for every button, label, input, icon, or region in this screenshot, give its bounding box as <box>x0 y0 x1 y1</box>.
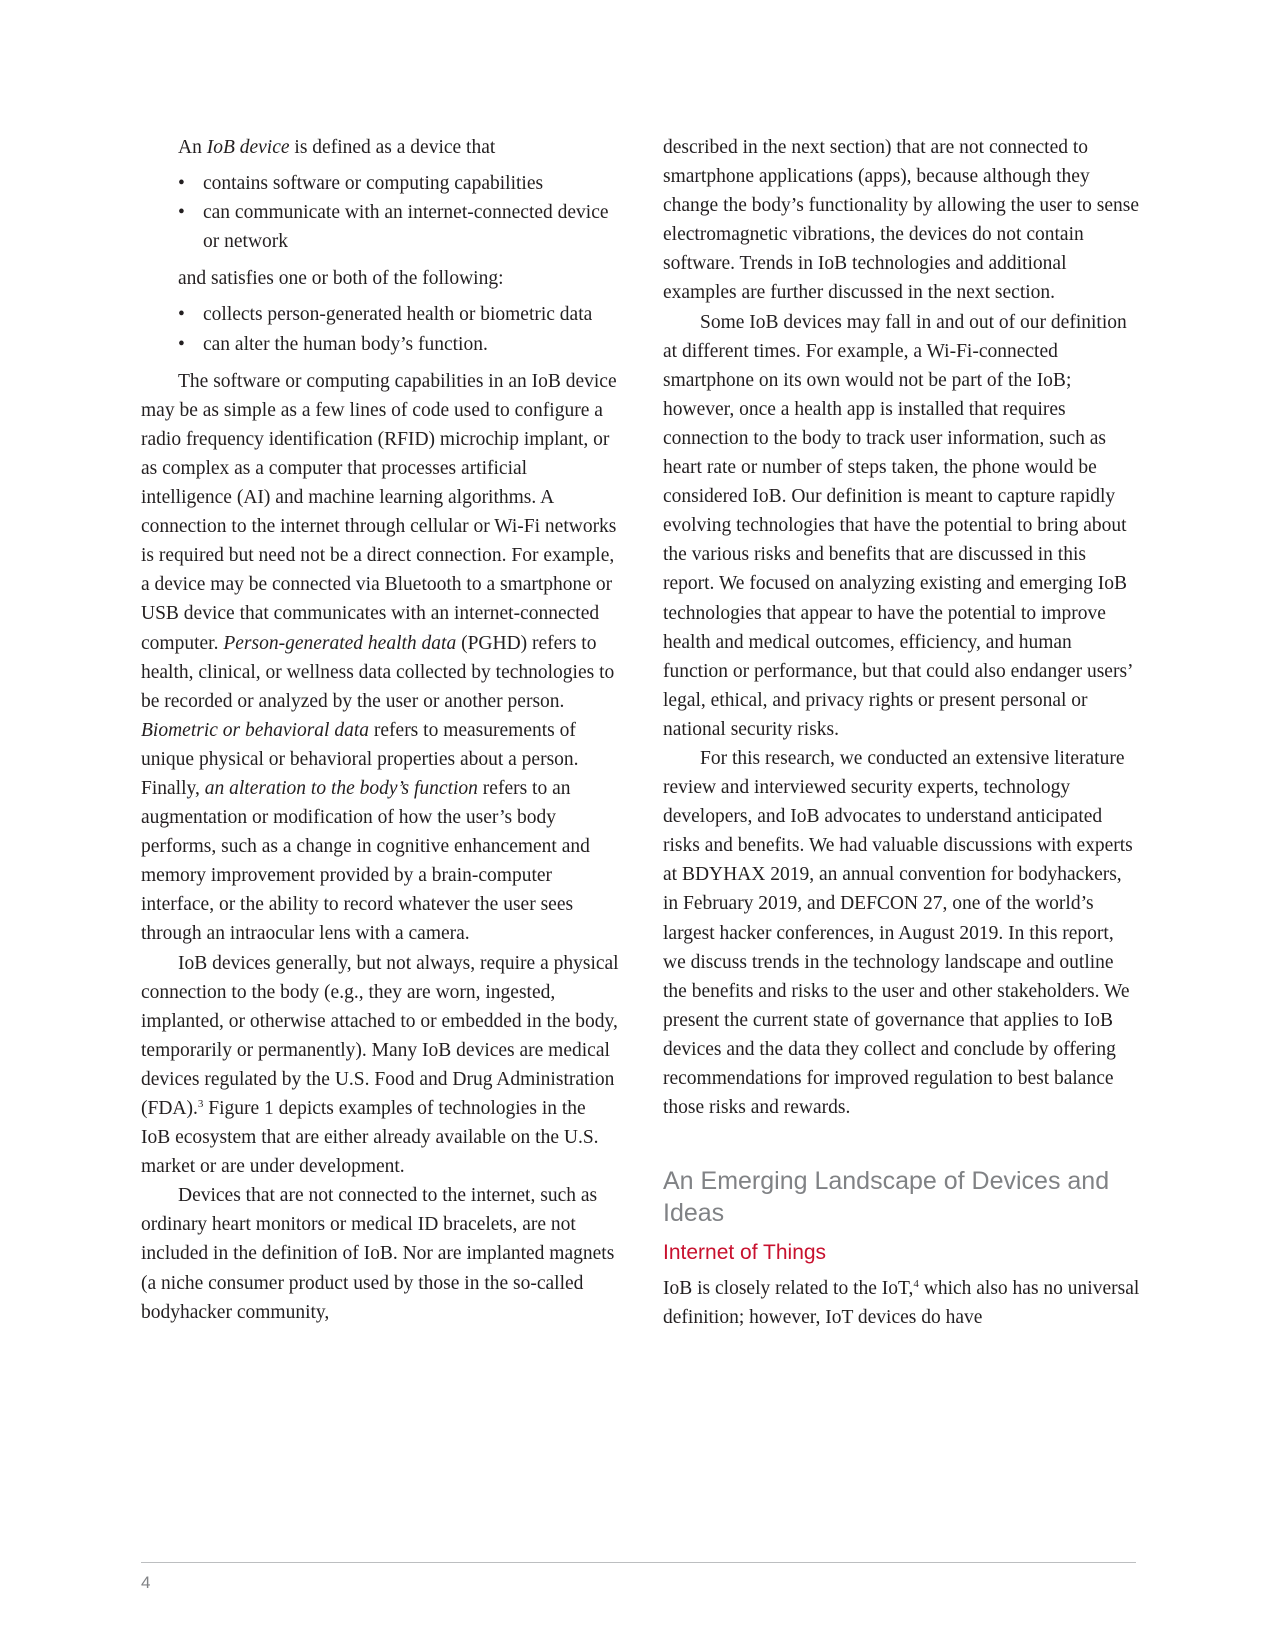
text-run: IoB devices generally, but not always, require a physical connection to the body (e.g., they are worn, ingested, implanted, or otherwise attached to or embedded in the body, temporarily or permanently). Many IoB devices are medical devices regulated by the U.S. Food and Drug Administration (FDA). <box>141 952 619 1119</box>
footnote-marker[interactable]: 4 <box>913 1278 919 1291</box>
list-item: • can communicate with an internet-connected device or network <box>203 198 619 256</box>
paragraph-not-connected: Devices that are not connected to the internet, such as ordinary heart monitors or medical ID bracelets, are not included in the definition of IoB. Nor are implanted magnets (a niche consumer product used by those in the so-called bodyhacker community, <box>141 1185 615 1323</box>
text-run: refers to an augmentation or modification of how the user’s body performs, such as a change in cognitive enhancement and memory improvement provided by a brain-computer interface, or the ability to record whatever the user sees through an intraocular lens with a camera. <box>141 777 590 945</box>
text-run: The software or computing capabilities in an IoB device may be as simple as a few lines of code used to configure a radio frequency identification (RFID) microchip implant, or as complex as a computer that processes artificial intelligence (AI) and machine learning algorithms. A connection to the internet through cellular or Wi-Fi networks is required but need not be a direct connection. For example, a device may be connected via Bluetooth to a smartphone or USB device that communicates with an internet-connected computer. <box>141 370 617 654</box>
defined-term: Biometric or behavioral data <box>141 719 370 741</box>
paragraph-software-capabilities <box>141 367 619 949</box>
list-item: • can alter the human body’s function. <box>203 330 619 359</box>
paragraph-iot <box>663 1274 1141 1332</box>
footnote-marker[interactable]: 3 <box>197 1098 204 1110</box>
paragraph-physical-connection <box>141 949 619 1182</box>
conditions-list <box>141 300 619 358</box>
page-number: 4 <box>141 1573 151 1592</box>
text-run: refers to measurements of unique physical or behavioral properties about a person. Finally, <box>141 719 579 799</box>
conditions-intro: and satisfies one or both of the following: <box>178 268 504 290</box>
text-run: An <box>178 137 207 158</box>
iob-definition-intro <box>141 133 619 162</box>
text-run: Figure 1 depicts examples of technologies in the IoB ecosystem that are either already available on the U.S. market or are under development. <box>141 1098 599 1178</box>
paragraph-definition-scope: Some IoB devices may fall in and out of our definition at different times. For example, a Wi-Fi-connected smartphone on its own would not be part of the IoB; however, once a health app is installed that requires connection to the body to track user information, such as heart rate or number of steps taken, the phone would be considered IoB. Our definition is meant to capture rapidly evolving technologies that have the potential to bring about the various risks and benefits that are discussed in this report. We focused on analyzing existing and emerging IoB technologies that appear to have the potential to improve health and medical outcomes, efficiency, and human function or performance, but that could also endanger users’ legal, ethical, and privacy rights or present personal or national security risks. <box>663 311 1133 740</box>
subsection-heading: Internet of Things <box>663 1241 827 1265</box>
paragraph-continued: described in the next section) that are not connected to smartphone applications (apps), because although they change the body’s functionality by allowing the user to sense electromagnetic vibrations, the devices do not contain software. Trends in IoB technologies and additional examples are further discussed in the next section. <box>663 137 1140 304</box>
text-run: (PGHD) refers to health, clinical, or wellness data collected by technologies to be recorded or analyzed by the user or another person. <box>141 632 615 712</box>
text-run: IoB is closely related to the IoT, <box>663 1278 914 1300</box>
footer-divider <box>141 1562 1136 1563</box>
list-item: • collects person-generated health or biometric data <box>203 300 619 329</box>
paragraph-research-method: For this research, we conducted an extensive literature review and interviewed security experts, technology developers, and IoB advocates to understand anticipated risks and benefits. We had valuable discussions with experts at BDYHAX 2019, an annual convention for bodyhackers, in February 2019, and DEFCON 27, one of the world’s largest hacker conferences, in August 2019. In this report, we discuss trends in the technology landscape and outline the benefits and risks to the user and other stakeholders. We present the current state of governance that applies to IoB devices and the data they collect and conclude by offering recommendations for improved regulation to best balance those risks and rewards. <box>663 747 1133 1119</box>
list-item: • contains software or computing capabilities <box>203 169 619 198</box>
capabilities-list <box>141 169 619 256</box>
text-run: is defined as a device that <box>289 137 496 158</box>
defined-term: an alteration to the body’s function <box>204 777 478 799</box>
right-column <box>663 133 1141 1332</box>
section-heading: An Emerging Landscape of Devices and Ideas <box>663 1167 1110 1228</box>
left-column <box>141 133 619 1327</box>
defined-term: Person-generated health data <box>223 632 457 654</box>
defined-term: IoB device <box>206 137 290 158</box>
text-run: which also has no universal definition; however, IoT devices do have <box>663 1278 1140 1329</box>
